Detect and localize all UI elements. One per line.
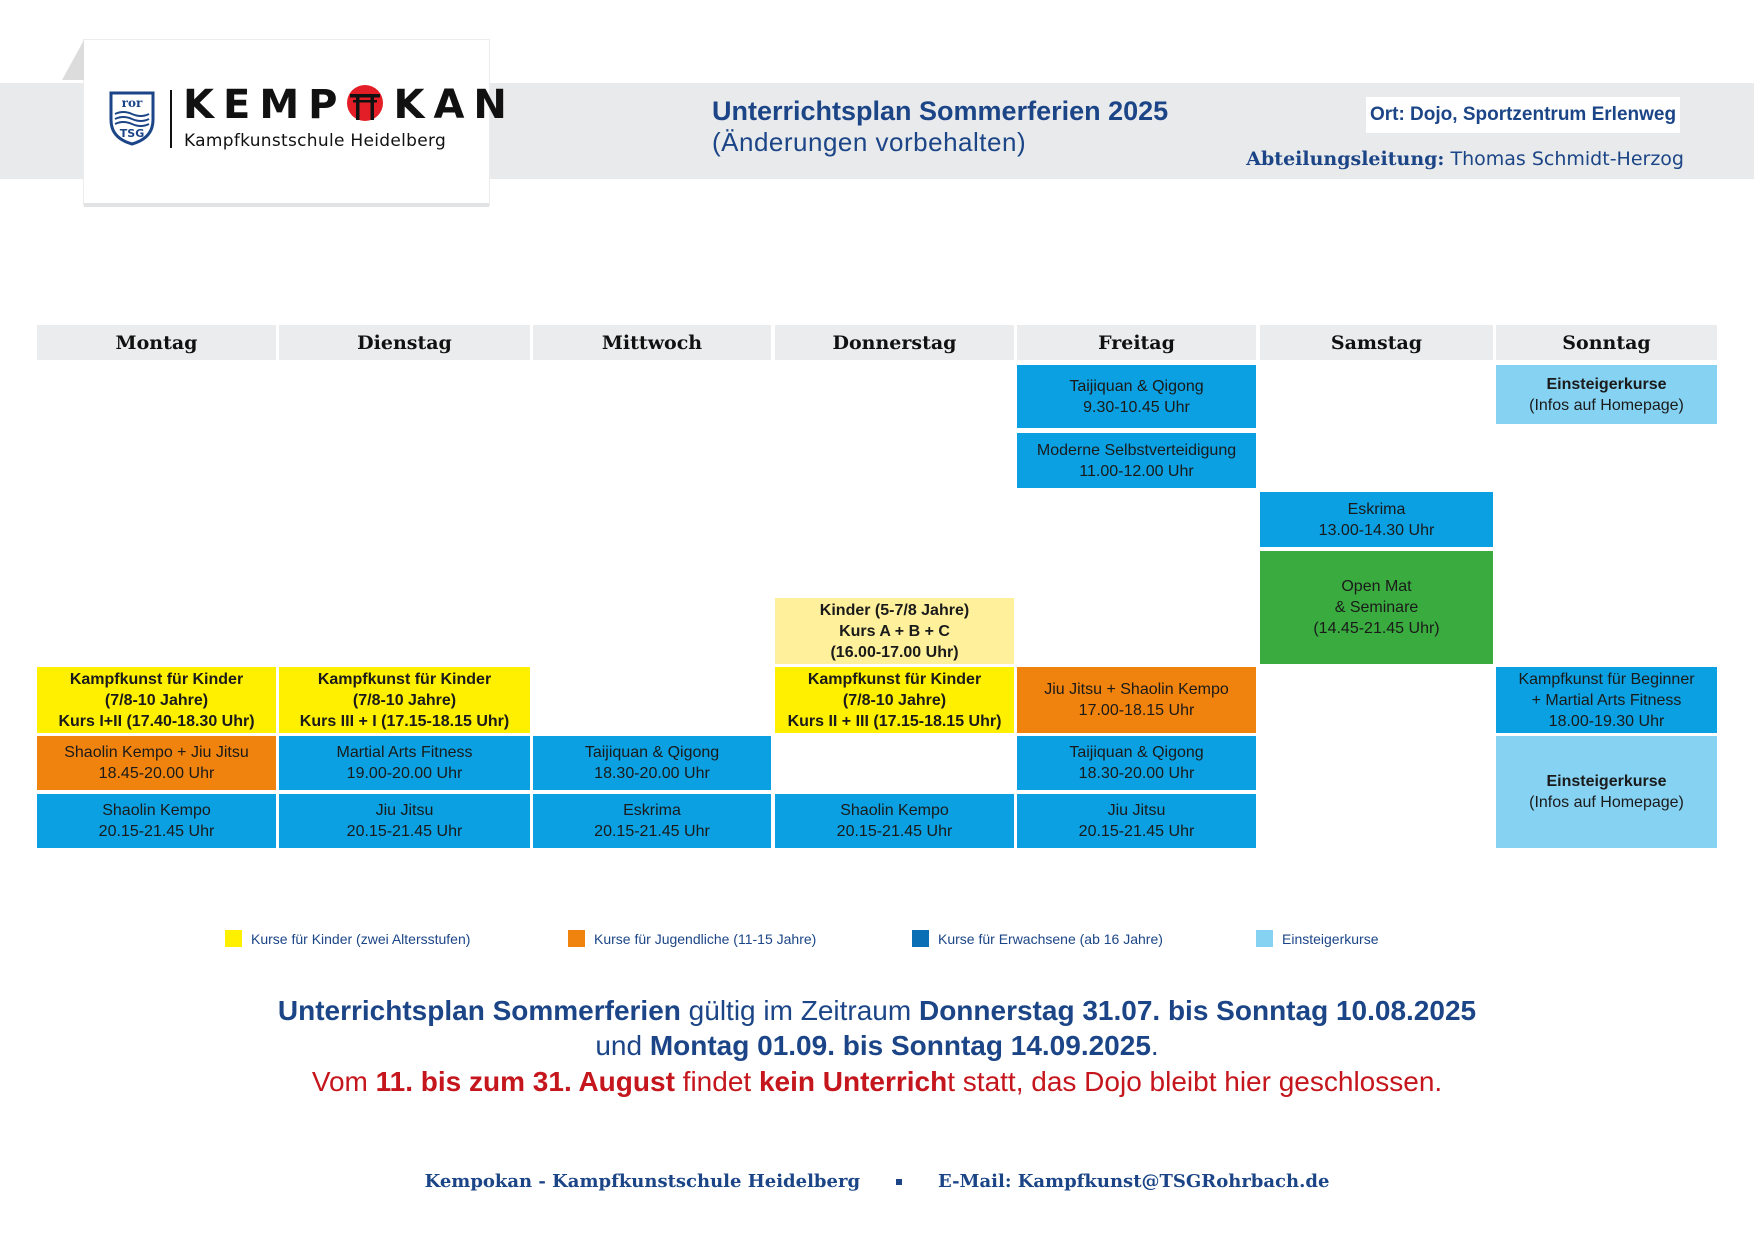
day-header-donnerstag: Donnerstag — [775, 325, 1014, 360]
brand-wordmark — [183, 82, 516, 128]
day-header-freitag: Freitag — [1017, 325, 1256, 360]
course-cell-freitag-selbstverteidigung — [1017, 433, 1256, 488]
course-cell-sonntag-einsteiger-1 — [1496, 365, 1717, 424]
course-time: 13.00-14.30 Uhr — [1318, 521, 1435, 539]
course-name: Open Mat — [1341, 578, 1412, 595]
footer-separator — [896, 1179, 902, 1185]
tsg-shield-logo — [108, 90, 156, 146]
course-name: Shaolin Kempo — [840, 802, 949, 819]
legend-swatch-blue — [912, 930, 929, 947]
legend-label: Kurse für Jugendliche (11-15 Jahre) — [594, 930, 817, 947]
legend-item-einsteiger — [1256, 930, 1379, 947]
course-name: Jiu Jitsu — [375, 802, 434, 819]
course-name: Moderne Selbstverteidigung — [1036, 441, 1237, 459]
legend-swatch-yellow — [225, 930, 242, 947]
course-age: (7/8-10 Jahre) — [352, 691, 457, 709]
course-time: 20.15-21.45 Uhr — [836, 823, 953, 840]
legend-item-kinder — [225, 930, 470, 947]
course-cell-montag-kinder — [37, 667, 276, 733]
course-name: Taijiquan & Qigong — [584, 744, 720, 761]
department-lead — [1246, 148, 1684, 170]
course-name: Shaolin Kempo — [102, 802, 211, 819]
footer-school: Kempokan - Kampfkunstschule Heidelberg — [424, 1171, 861, 1192]
course-time: 20.15-21.45 Uhr — [98, 823, 215, 840]
day-header-sonntag: Sonntag — [1496, 325, 1717, 360]
page-title: Unterrichtsplan Sommerferien 2025 — [712, 96, 1169, 126]
validity-note-line-2 — [0, 1030, 1754, 1062]
course-time: 19.00-20.00 Uhr — [346, 765, 463, 782]
course-cell-montag-shaolin — [37, 794, 276, 848]
note-text: t statt, das Dojo bleibt hier geschlossen. — [947, 1066, 1443, 1097]
course-cell-dienstag-kinder — [279, 667, 530, 733]
day-header-mittwoch: Mittwoch — [533, 325, 771, 360]
note-emphasis: Montag 01.09. bis Sonntag 14.09.2025 — [649, 1030, 1151, 1061]
course-cell-donnerstag-kinder — [775, 667, 1014, 733]
footer — [0, 1171, 1754, 1192]
lead-name: Thomas Schmidt-Herzog — [1450, 148, 1684, 170]
note-emphasis: kein Unterrich — [758, 1066, 948, 1097]
course-cell-dienstag-maf — [279, 736, 530, 790]
logo-divider — [84, 203, 489, 207]
course-name: Einsteigerkurse — [1546, 375, 1667, 393]
torii-sun-icon — [346, 84, 384, 122]
course-name: Taijiquan & Qigong — [1069, 377, 1204, 395]
course-cell-freitag-taijiquan-2 — [1017, 736, 1256, 790]
course-time: 18.30-20.00 Uhr — [1078, 765, 1195, 782]
course-name: Jiu Jitsu — [1107, 802, 1166, 819]
location-badge: Ort: Dojo, Sportzentrum Erlenweg — [1366, 97, 1680, 133]
day-header-dienstag: Dienstag — [279, 325, 530, 360]
course-time: 17.00-18.15 Uhr — [1078, 702, 1195, 719]
course-note: (Infos auf Homepage) — [1529, 396, 1684, 414]
course-time: Kurs III + I (17.15-18.15 Uhr) — [299, 712, 510, 730]
course-note: (Infos auf Homepage) — [1529, 794, 1684, 811]
shield-text-top: ror — [121, 96, 143, 110]
course-cell-dienstag-jiu-jitsu — [279, 794, 530, 848]
legend-label: Kurse für Kinder (zwei Altersstufen) — [251, 930, 471, 947]
course-cell-sonntag-einsteiger-2 — [1496, 736, 1717, 848]
course-time: Kurs II + III (17.15-18.15 Uhr) — [787, 712, 1002, 730]
legend-swatch-lightblue — [1256, 930, 1273, 947]
course-name: Jiu Jitsu + Shaolin Kempo — [1044, 681, 1229, 698]
course-time: 18.00-19.30 Uhr — [1548, 712, 1665, 730]
course-time: 20.15-21.45 Uhr — [594, 823, 710, 840]
note-emphasis: 11. bis zum 31. August — [375, 1066, 675, 1097]
course-time: (16.00-17.00 Uhr) — [830, 643, 959, 661]
course-name: Kampfkunst für Beginner — [1518, 670, 1695, 688]
course-time: 11.00-12.00 Uhr — [1079, 462, 1194, 480]
course-cell-donnerstag-kinder-5-8 — [775, 598, 1014, 664]
course-name: Taijiquan & Qigong — [1069, 744, 1204, 761]
legend-swatch-orange — [568, 930, 585, 947]
course-name-2: & Seminare — [1334, 599, 1419, 616]
course-cell-mittwoch-taijiquan — [533, 736, 771, 790]
course-time: 20.15-21.45 Uhr — [1078, 823, 1195, 840]
page-subtitle: (Änderungen vorbehalten) — [712, 127, 1027, 157]
course-name: Kampfkunst für Kinder — [807, 670, 982, 688]
day-header-montag: Montag — [37, 325, 276, 360]
course-cell-freitag-taijiquan — [1017, 365, 1256, 428]
course-cell-mittwoch-eskrima — [533, 794, 771, 848]
validity-note-line-1 — [0, 995, 1754, 1027]
note-text: und — [595, 1030, 650, 1061]
course-cell-donnerstag-shaolin — [775, 794, 1014, 848]
brand-right: KAN — [393, 82, 516, 128]
course-name: Kinder (5-7/8 Jahre) — [819, 601, 970, 619]
course-cell-samstag-eskrima — [1260, 492, 1493, 547]
course-name: Shaolin Kempo + Jiu Jitsu — [64, 744, 249, 761]
note-emphasis: Unterrichtsplan Sommerferien — [277, 995, 681, 1026]
course-cell-freitag-jiu-shaolin — [1017, 667, 1256, 733]
lead-label: Abteilungsleitung: — [1246, 148, 1445, 170]
course-time: (14.45-21.45 Uhr) — [1313, 620, 1440, 637]
course-name: Eskrima — [1347, 500, 1406, 518]
course-name-2: + Martial Arts Fitness — [1531, 691, 1682, 709]
footer-email[interactable]: E-Mail: Kampfkunst@TSGRohrbach.de — [938, 1171, 1330, 1192]
course-time: 18.30-20.00 Uhr — [594, 765, 710, 782]
course-time: Kurs I+II (17.40-18.30 Uhr) — [58, 712, 255, 730]
note-text: findet — [674, 1066, 759, 1097]
note-text: . — [1150, 1030, 1159, 1061]
note-emphasis: Donnerstag 31.07. bis Sonntag 10.08.2025 — [918, 995, 1477, 1026]
course-name: Martial Arts Fitness — [336, 744, 473, 761]
course-groups: Kurs A + B + C — [839, 622, 950, 640]
course-name: Einsteigerkurse — [1546, 773, 1667, 790]
note-text: gültig im Zeitraum — [680, 995, 919, 1026]
course-name: Eskrima — [623, 802, 681, 819]
course-cell-montag-shaolin-jiu — [37, 736, 276, 790]
course-name: Kampfkunst für Kinder — [317, 670, 492, 688]
closure-note — [0, 1066, 1754, 1098]
course-cell-freitag-jiu-jitsu — [1017, 794, 1256, 848]
course-time: 9.30-10.45 Uhr — [1083, 398, 1190, 416]
legend-item-erwachsene — [912, 930, 1163, 947]
course-age: (7/8-10 Jahre) — [104, 691, 209, 709]
shield-text-bottom: TSG — [119, 127, 145, 140]
day-header-samstag: Samstag — [1260, 325, 1493, 360]
legend-label: Einsteigerkurse — [1282, 930, 1379, 947]
brand-left: KEMP — [183, 82, 347, 128]
note-text: Vom — [311, 1066, 376, 1097]
course-cell-sonntag-beginner — [1496, 667, 1717, 733]
course-time: 18.45-20.00 Uhr — [98, 765, 215, 782]
logo-separator — [170, 90, 172, 148]
legend-item-jugendliche — [568, 930, 816, 947]
legend-label: Kurse für Erwachsene (ab 16 Jahre) — [938, 930, 1163, 947]
brand-subtitle: Kampfkunstschule Heidelberg — [184, 131, 447, 151]
course-time: 20.15-21.45 Uhr — [346, 823, 463, 840]
course-cell-samstag-open-mat — [1260, 551, 1493, 664]
course-name: Kampfkunst für Kinder — [69, 670, 244, 688]
course-age: (7/8-10 Jahre) — [842, 691, 947, 709]
